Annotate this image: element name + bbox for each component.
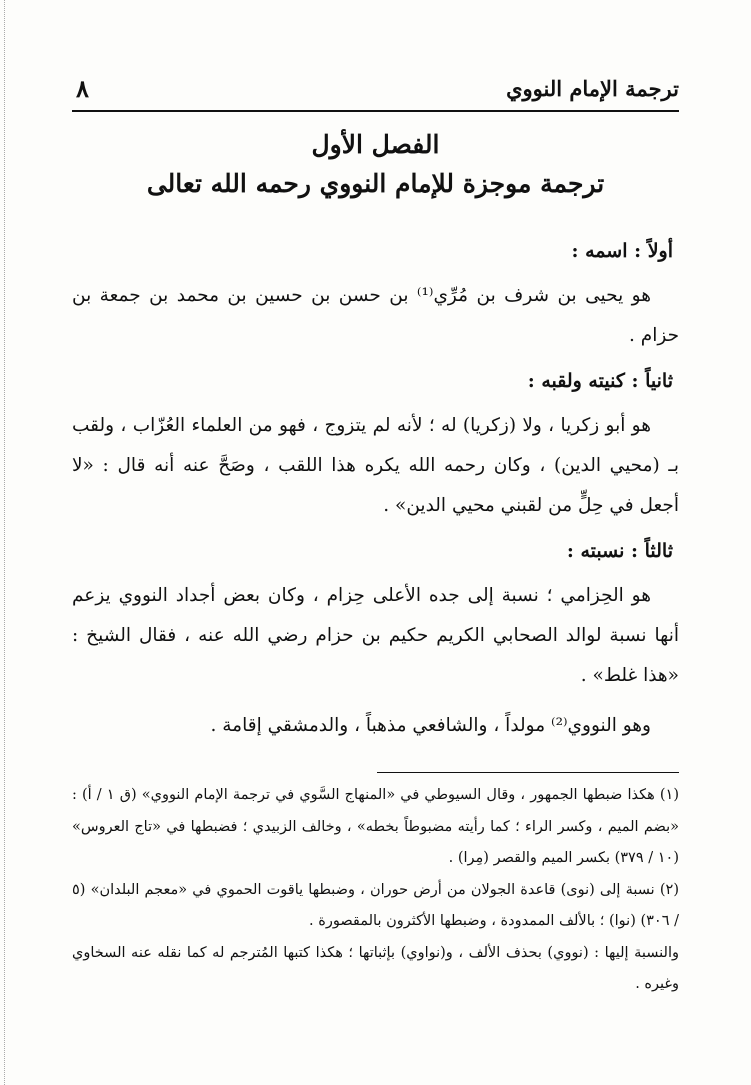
footnote: والنسبة إليها : (نووي) بحذف الألف ، و(نواوي) بإثباتها ؛ هكذا كتبها المُترجم له كما نقله عنه السخاوي وغيره . [72,944,679,992]
running-header [72,72,679,108]
footnote-rule [377,772,679,773]
paragraph: هو يحيى بن شرف بن مُرِّي⁽¹⁾ بن حسن بن حسين بن محمد بن جمعة بن حزام . [72,285,679,346]
paragraph: هو أبو زكريا ، ولا (زكريا) له ؛ لأنه لم يتزوج ، فهو من العلماء العُزّاب ، ولقب بـ (محيي الدين) ، وكان رحمه الله يكره هذا اللقب ، وصَحَّ عنه أنه قال : «لا أجعل في حِلٍّ من لقبني محيي الدين» . [72,415,679,516]
chapter-title [72,126,679,204]
paragraph: وهو النووي⁽²⁾ مولداً ، والشافعي مذهباً ، والدمشقي إقامة . [210,715,651,736]
footnote: (٢) نسبة إلى (نوى) قاعدة الجولان من أرض حوران ، وضبطها ياقوت الحموي في «معجم البلدان» (٥ / ٣٠٦) (نوا) ؛ بالألف الممدودة ، وضبطها الأكثرون بالمقصورة . [72,881,679,929]
section-heading: ثانياً : كنيته ولقبه : [527,370,673,392]
section-name [72,236,679,356]
page-edge [4,0,7,1085]
footnotes [72,780,679,1001]
header-rule [72,110,679,112]
section-heading: ثالثاً : نسبته : [566,540,673,562]
main-text [72,236,679,756]
paragraph: هو الحِزامي ؛ نسبة إلى جده الأعلى حِزام ، وكان بعض أجداد النووي يزعم أنها نسبة لوالد الصحابي الكريم حكيم بن حزام رضي الله عنه ، فقال الشيخ : «هذا غلط» . [72,585,679,686]
chapter-heading: الفصل الأول [311,130,440,159]
chapter-subtitle: ترجمة موجزة للإمام النووي رحمه الله تعالى [146,169,605,198]
section-heading: أولاً : اسمه : [571,240,673,262]
footnote: (١) هكذا ضبطها الجمهور ، وقال السيوطي في «المنهاج السَّوي في ترجمة الإمام النووي» (ق ١ / أ) : «بضم الميم ، وكسر الراء ؛ كما رأيته مضبوطاً بخطه» ، وخالف الزبيدي ؛ فضبطها في «تاج العروس» (١٠ / ٣٧٩) بكسر الميم والقصر (مِرا) . [72,787,679,866]
section-kunya [72,366,679,526]
page-number: ٨ [76,74,89,103]
running-title: ترجمة الإمام النووي [506,76,679,101]
section-nisba [72,536,679,746]
